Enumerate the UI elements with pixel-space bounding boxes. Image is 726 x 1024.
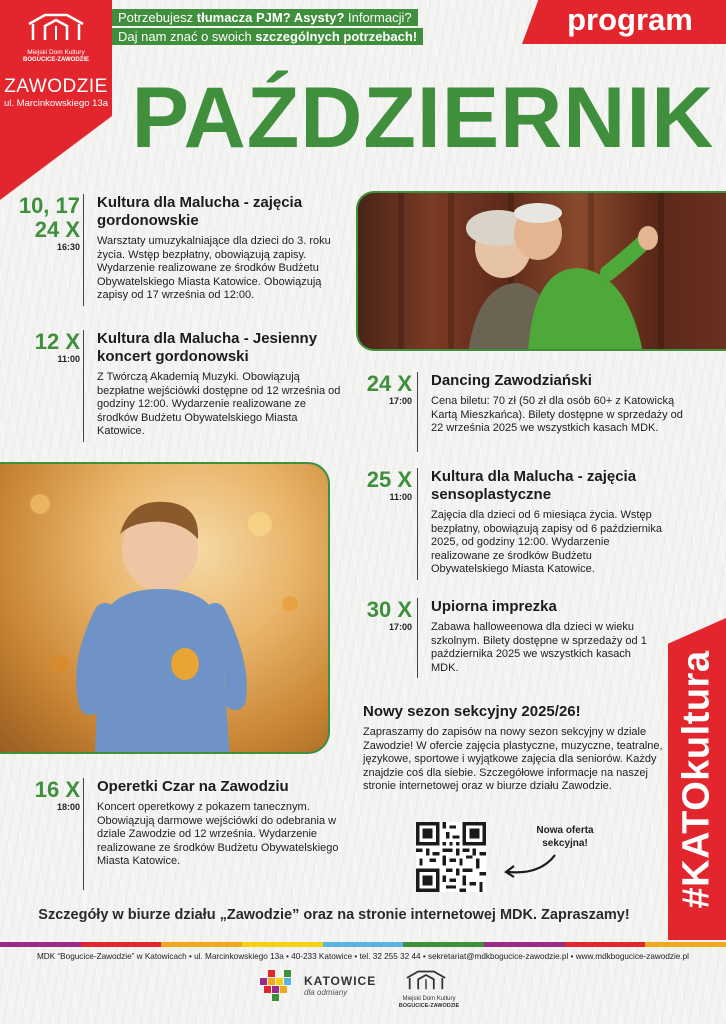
event-description: Cena biletu: 70 zł (50 zł dla osób 60+ z Katowicką Kartą Mieszkańca). Bilety dostępne w sprzedaży od 22 września 2025 we wszystkich kasach MDK. <box>431 395 683 435</box>
new-season-title: Nowy sezon sekcyjny 2025/26! <box>363 703 581 720</box>
dancing-couple-photo <box>356 191 726 351</box>
event-time: 11:00 <box>57 354 80 364</box>
event-date-block <box>10 194 80 252</box>
event-time: 17:00 <box>388 396 412 406</box>
event-title: Operetki Czar na Zawodziu <box>97 778 289 795</box>
arrow-icon <box>500 850 560 880</box>
child-in-leaves-photo <box>0 462 330 754</box>
program-label: program <box>567 2 693 37</box>
event-title: Kultura dla Malucha - zajęcia gordonowskie <box>97 194 303 229</box>
event-date: 24 X <box>366 371 412 396</box>
accessibility-info <box>112 9 423 47</box>
event-description: Koncert operetkowy z pokazem tanecznym. Obowiązują darmowe wejściówki do odebrania w dziale Zawodzie od 12 września. Wydarzenie realizowane ze środków Budżetu Obywatelskiego Miasta Katowice. <box>97 801 339 868</box>
event-description: Z Twórczą Akademią Muzyki. Obowiązują bezpłatne wejściówki dostępne od 12 września od godziny 12:00. Wydarzenie realizowane ze środków Budżetu Obywatelskiego Miasta Katowice. <box>97 371 341 438</box>
qr-code[interactable] <box>416 822 486 892</box>
hashtag-text-wrap <box>668 618 726 940</box>
location-title: ZAWODZIE <box>4 76 108 97</box>
event-description: Warsztaty umuzykalniające dla dzieci do 3. roku życia. Wstęp bezpłatny, obowiązują zapisy. Wydarzenie realizowane ze środków Budżetu Obywatelskiego Miasta Katowice. Obowiązują zapisy od 17 września od 12:00. <box>97 235 331 302</box>
month-title: PAŹDZIERNIK <box>131 70 715 166</box>
event-title: Kultura dla Malucha - Jesienny koncert gordonowski <box>97 330 318 365</box>
event-title: Kultura dla Malucha - zajęcia sensoplastyczne <box>431 468 637 503</box>
event-title: Dancing Zawodziański <box>431 372 592 389</box>
event-date-block <box>10 330 80 364</box>
event-date: 30 X <box>366 597 412 622</box>
info-line-2: Daj nam znać o swoich szczególnych potrzebach! <box>112 28 423 45</box>
event-date: 25 X <box>366 467 412 492</box>
event-card <box>417 468 667 580</box>
mdk-house-logo-icon <box>404 968 448 992</box>
event-card <box>417 372 697 452</box>
new-offer-note: Nowa oferta sekcyjna! <box>536 825 594 849</box>
event-date-block <box>342 372 412 406</box>
event-date: 10, 17 <box>18 193 80 218</box>
event-date-block <box>10 778 80 812</box>
event-date-block <box>342 468 412 502</box>
location-address: ul. Marcinkowskiego 13a <box>3 98 109 109</box>
mdk-logo-line2: BOGUCICE-ZAWODZIE <box>398 1003 460 1009</box>
footer-logos <box>0 966 726 1024</box>
event-card <box>83 778 345 890</box>
hashtag-text: #KATOkultura <box>675 650 718 908</box>
contact-line: MDK “Bogucice-Zawodzie” w Katowicach • ul. Marcinkowskiego 13a • 40-233 Katowice • tel. 32 255 32 44 • sekretariat@mdkbogucice-zawodzie.pl • www.mdkbogucice-zawodzie.pl <box>36 952 690 961</box>
katowice-logo-icon <box>260 970 296 1008</box>
house-logo-icon <box>25 12 87 42</box>
event-date-block <box>342 598 412 632</box>
event-card <box>417 598 657 678</box>
event-time: 18:00 <box>56 802 80 812</box>
event-date: 16 X <box>34 777 80 802</box>
info-line-1: Potrzebujesz tłumacza PJM? Asysty? Informacji? <box>112 9 418 26</box>
color-strip <box>0 942 726 947</box>
event-time: 17:00 <box>388 622 412 632</box>
event-card <box>83 194 345 306</box>
new-season-section <box>363 703 663 794</box>
logo-line2: BOGUCICE-ZAWODZIE <box>23 57 89 63</box>
event-date: 12 X <box>34 329 80 354</box>
mdk-logo <box>14 12 98 64</box>
footer-note: Szczegóły w biurze działu „Zawodzie” oraz na stronie internetowej MDK. Zapraszamy! <box>38 907 630 923</box>
event-description: Zabawa halloweenowa dla dzieci w wieku szkolnym. Bilety dostępne w sprzedaży od 1 października 2025 we wszystkich kasach MDK. <box>431 621 647 674</box>
event-description: Zajęcia dla dzieci od 6 miesiąca życia. Wstęp bezpłatny, obowiązują zapisy od 6 października 2025, od godziny 12:00. Wydarzenie realizowane ze środków Budżetu Obywatelskiego Miasta Katowice. <box>431 509 662 576</box>
event-date: 24 X <box>34 217 80 242</box>
event-time: 11:00 <box>389 492 412 502</box>
katowice-logo-text: KATOWICE <box>304 974 377 988</box>
event-title: Upiorna imprezka <box>431 598 557 615</box>
mdk-logo-line1: Miejski Dom Kultury <box>402 996 456 1002</box>
logo-line1: Miejski Dom Kultury <box>27 49 85 56</box>
katowice-logo-sub: dla odmiany <box>304 988 348 997</box>
event-time: 16:30 <box>56 242 80 252</box>
new-season-description: Zapraszamy do zapisów na nowy sezon sekcyjny w dziale Zawodzie! W ofercie zajęcia plastyczne, muzyczne, teatralne, językowe, sportowe i wyjątkowe zajęcia dla seniorów. Każdy znajdzie coś dla siebie. Szczegółowe informacje na naszej stronie internetowej oraz w biurze działu Zawodzie. <box>363 726 663 793</box>
event-card <box>83 330 345 442</box>
